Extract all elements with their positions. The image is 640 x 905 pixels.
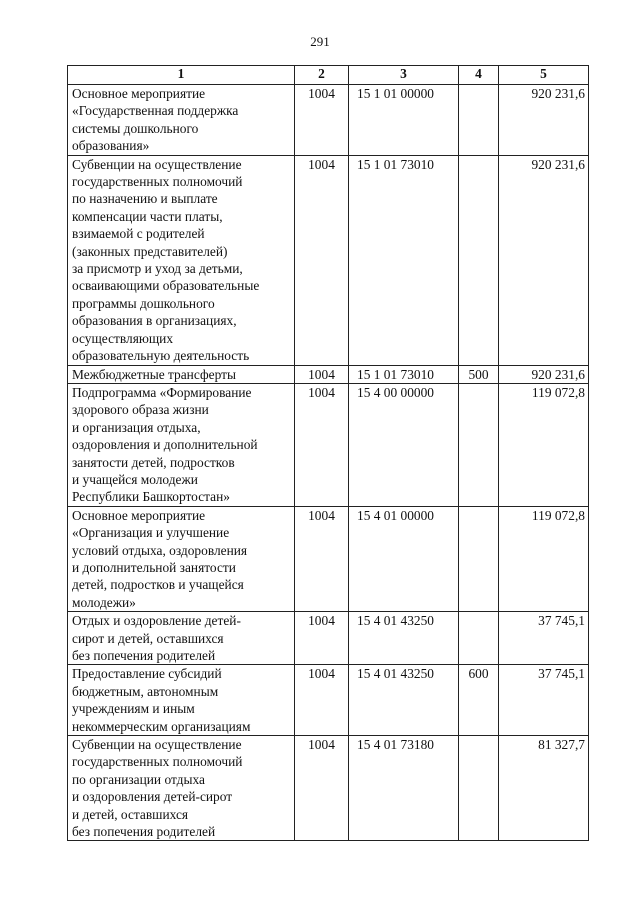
table-row xyxy=(68,85,589,156)
row-type xyxy=(459,506,499,611)
table-header-row xyxy=(68,66,589,85)
col-header-code: 3 xyxy=(349,66,459,85)
row-amount: 37 745,1 xyxy=(499,612,589,665)
table-row xyxy=(68,383,589,506)
row-section: 1004 xyxy=(295,665,349,736)
col-header-type: 4 xyxy=(459,66,499,85)
row-type xyxy=(459,736,499,841)
row-section: 1004 xyxy=(295,506,349,611)
budget-table xyxy=(67,65,589,841)
row-amount: 920 231,6 xyxy=(499,365,589,383)
table-row xyxy=(68,506,589,611)
row-section: 1004 xyxy=(295,383,349,506)
row-code: 15 1 01 73010 xyxy=(349,365,459,383)
row-amount: 37 745,1 xyxy=(499,665,589,736)
table-row xyxy=(68,155,589,365)
table-row xyxy=(68,665,589,736)
row-type xyxy=(459,85,499,156)
row-section: 1004 xyxy=(295,85,349,156)
row-name: Субвенции на осуществление государственных полномочий по назначению и выплате компенсации части платы, взимаемой с родителей (законных представителей) за присмотр и уход за детьми, осваивающими образовательные программы дошкольного образования в организациях, осуществляющих образовательную деятельность xyxy=(68,155,295,365)
row-code: 15 4 00 00000 xyxy=(349,383,459,506)
row-section: 1004 xyxy=(295,365,349,383)
row-code: 15 4 01 43250 xyxy=(349,612,459,665)
row-section: 1004 xyxy=(295,736,349,841)
col-header-name: 1 xyxy=(68,66,295,85)
row-name: Подпрограмма «Формирование здорового образа жизни и организация отдыха, оздоровления и дополнительной занятости детей, подростков и учащейся молодежи Республики Башкортостан» xyxy=(68,383,295,506)
table-row xyxy=(68,612,589,665)
col-header-amount: 5 xyxy=(499,66,589,85)
row-type xyxy=(459,383,499,506)
row-name: Субвенции на осуществление государственных полномочий по организации отдыха и оздоровления детей-сирот и детей, оставшихся без попечения родителей xyxy=(68,736,295,841)
row-amount: 81 327,7 xyxy=(499,736,589,841)
row-name: Отдых и оздоровление детей- сирот и детей, оставшихся без попечения родителей xyxy=(68,612,295,665)
row-name: Основное мероприятие «Государственная поддержка системы дошкольного образования» xyxy=(68,85,295,156)
row-code: 15 4 01 43250 xyxy=(349,665,459,736)
col-header-section: 2 xyxy=(295,66,349,85)
page-number: 291 xyxy=(310,34,330,49)
row-type: 600 xyxy=(459,665,499,736)
row-code: 15 4 01 73180 xyxy=(349,736,459,841)
row-type xyxy=(459,612,499,665)
row-name: Предоставление субсидий бюджетным, автономным учреждениям и иным некоммерческим организациям xyxy=(68,665,295,736)
row-name: Межбюджетные трансферты xyxy=(68,365,295,383)
row-amount: 119 072,8 xyxy=(499,506,589,611)
row-section: 1004 xyxy=(295,155,349,365)
row-name: Основное мероприятие «Организация и улучшение условий отдыха, оздоровления и дополнительной занятости детей, подростков и учащейся молодежи» xyxy=(68,506,295,611)
row-section: 1004 xyxy=(295,612,349,665)
row-code: 15 4 01 00000 xyxy=(349,506,459,611)
row-type: 500 xyxy=(459,365,499,383)
row-code: 15 1 01 00000 xyxy=(349,85,459,156)
table-row xyxy=(68,365,589,383)
table-row xyxy=(68,736,589,841)
row-type xyxy=(459,155,499,365)
row-amount: 119 072,8 xyxy=(499,383,589,506)
row-amount: 920 231,6 xyxy=(499,85,589,156)
row-code: 15 1 01 73010 xyxy=(349,155,459,365)
row-amount: 920 231,6 xyxy=(499,155,589,365)
